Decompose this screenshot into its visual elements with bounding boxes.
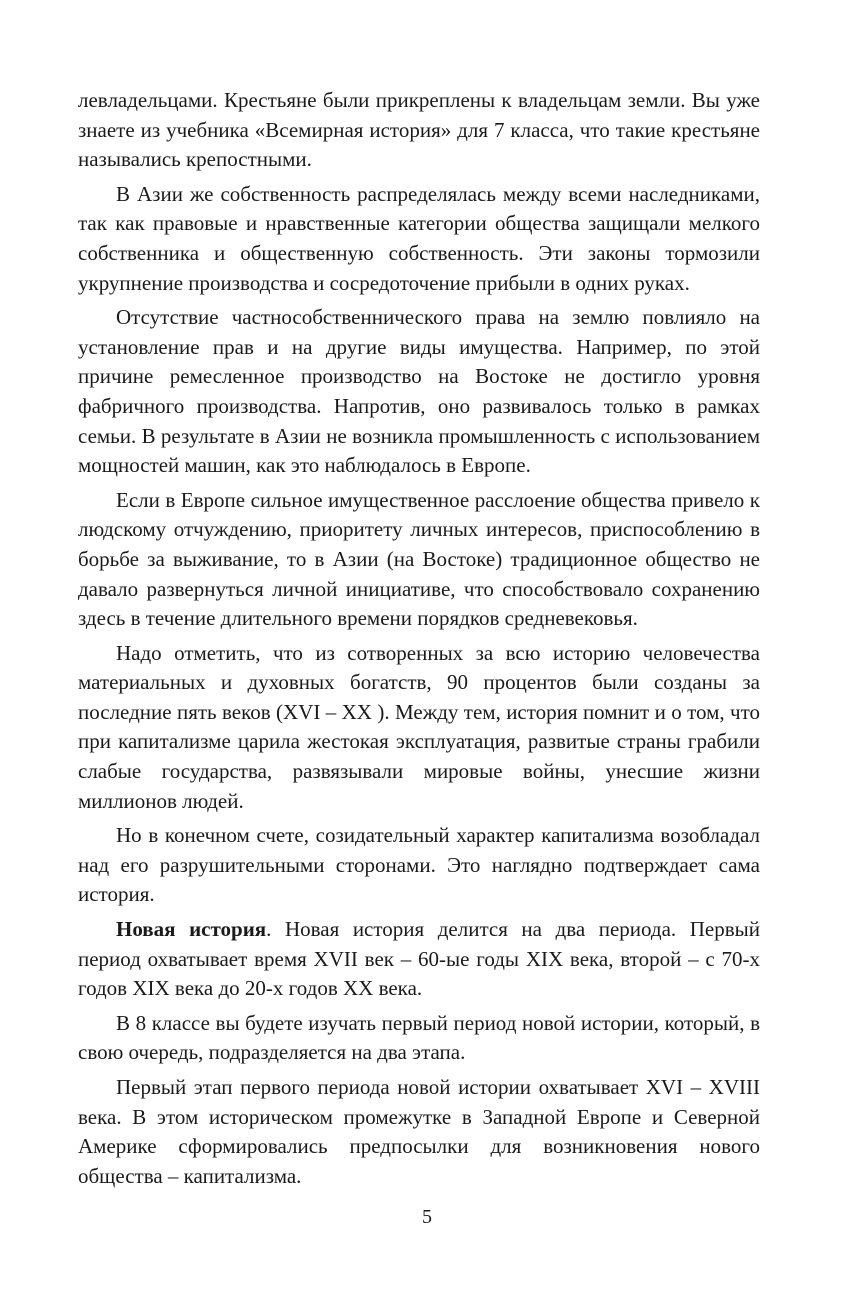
paragraph-9-text: Первый этап первого периода новой истории охватывает XVI – XVIII века. В этом историческом промежутке в Западной Европе и Северной Америке сформировались предпосылки для возникновения нового общества – капитализма.	[78, 1075, 760, 1188]
paragraph-6	[78, 821, 760, 910]
paragraph-8-text: В 8 классе вы будете изучать первый период новой истории, который, в свою очередь, подразделяется на два этапа.	[78, 1010, 760, 1065]
paragraph-7	[78, 915, 760, 1004]
paragraph-5	[78, 639, 760, 817]
paragraph-8	[78, 1009, 760, 1068]
paragraph-7-text: . Новая история делится на два периода. Первый период охватывает время XVII век – 60-ые годы XIX века, второй – с 70-х годов XIX века до 20-х годов XX века.	[78, 917, 760, 1001]
paragraph-3	[78, 303, 760, 481]
paragraph-5-text: Надо отметить, что из сотворенных за всю историю человечества материальных и духовных богатств, 90 процентов были созданы за последние пять веков (XVI – XX ). Между тем, история помнит и о том, что при капитализме царила жестокая эксплуатация, развитые страны грабили слабые государства, развязывали мировые войны, унесшие жизни миллионов людей.	[78, 640, 760, 813]
page-body	[78, 86, 760, 1196]
paragraph-4-text: Если в Европе сильное имущественное расслоение общества привело к людскому отчуждению, приоритету личных интересов, приспособлению в борьбе за выживание, то в Азии (на Востоке) традиционное общество не давало развернуться личной инициативе, что способствовало сохранению здесь в течение длительного времени порядков средневековья.	[78, 487, 760, 631]
paragraph-4	[78, 486, 760, 634]
paragraph-2-text: В Азии же собственность распределялась между всеми наследниками, так как правовые и нравственные категории общества защищали мелкого собственника и общественную собственность. Эти законы тормозили укрупнение производства и сосредоточение прибыли в одних руках.	[78, 181, 760, 295]
paragraph-3-text: Отсутствие частнособственнического права на землю повлияло на установление прав и на другие виды имущества. Например, по этой причине ремесленное производство на Востоке не достигло уровня фабричного производства. Напротив, оно развивалось только в рамках семьи. В результате в Азии не возникла промышленность с использованием мощностей машин, как это наблюдалось в Европе.	[78, 305, 760, 478]
section-heading-new-history: Новая история	[116, 917, 267, 942]
page-number: 5	[422, 1206, 432, 1228]
paragraph-9	[78, 1073, 760, 1191]
paragraph-1	[78, 86, 760, 175]
paragraph-2	[78, 180, 760, 298]
paragraph-1-text: левладельцами. Крестьяне были прикреплены к владельцам земли. Вы уже знаете из учебника «Всемирная история» для 7 класса, что такие крестьяне назывались крепостными.	[78, 88, 760, 172]
paragraph-6-text: Но в конечном счете, созидательный характер капитализма возобладал над его разрушительными сторонами. Это наглядно подтверждает сама история.	[78, 823, 760, 907]
